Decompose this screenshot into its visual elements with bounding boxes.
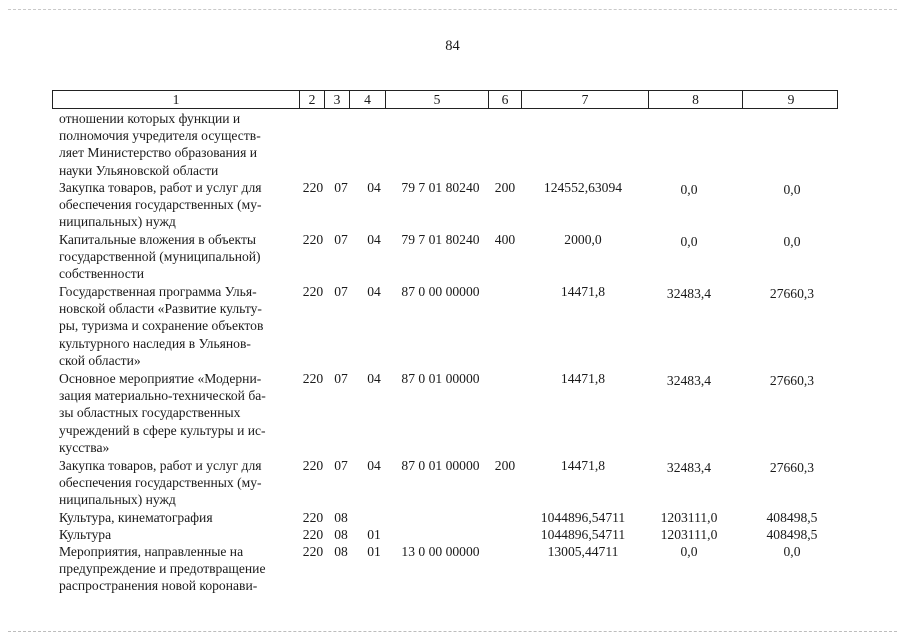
page-bottom-edge <box>8 631 897 632</box>
cell-col-6: 200 <box>494 180 516 195</box>
description-line: учреждений в сфере культуры и ис- <box>59 422 266 438</box>
description-line: зация материально-технической ба- <box>59 388 266 404</box>
cell-col-3: 07 <box>334 284 348 299</box>
cell-col-2: 220 <box>302 527 324 542</box>
description-line: зы областных государственных <box>59 405 241 421</box>
cell-col-6: 200 <box>494 458 516 473</box>
cell-col-8: 32483,4 <box>666 286 712 301</box>
cell-col-8: 0,0 <box>680 544 698 559</box>
cell-col-5: 87 0 01 00000 <box>401 458 480 473</box>
description-line: Закупка товаров, работ и услуг для <box>59 458 262 473</box>
cell-col-9: 27660,3 <box>769 286 815 301</box>
cell-col-2: 220 <box>302 510 324 525</box>
cell-col-3: 07 <box>334 458 348 473</box>
description-line: отношении которых функции и <box>59 111 241 126</box>
cell-col-9: 408498,5 <box>766 527 818 542</box>
description-line: новской области «Развитие культу- <box>59 301 262 317</box>
description-line: ры, туризма и сохранение объектов <box>59 318 264 334</box>
cell-col-4: 04 <box>367 458 381 473</box>
cell-col-3: 07 <box>334 232 348 247</box>
description-line: Основное мероприятие «Модерни- <box>59 371 262 386</box>
description-line: ской области» <box>59 352 141 368</box>
description-line: обеспечения государственных (му- <box>59 475 262 491</box>
cell-col-3: 07 <box>334 180 348 195</box>
header-col-6: 6 <box>489 91 522 108</box>
description-line: распространения новой коронави- <box>59 578 258 594</box>
description-line: ниципальных) нужд <box>59 214 176 230</box>
cell-col-6: 400 <box>494 232 516 247</box>
header-col-5: 5 <box>386 91 489 108</box>
page-top-edge <box>8 9 897 10</box>
description-line: культурного наследия в Ульянов- <box>59 335 251 351</box>
description-line: государственной (муниципальной) <box>59 249 261 265</box>
cell-col-8: 0,0 <box>680 182 698 197</box>
cell-col-4: 04 <box>367 371 381 386</box>
description-line: Мероприятия, направленные на <box>59 544 244 559</box>
row-description <box>59 179 292 231</box>
cell-col-8: 1203111,0 <box>660 510 718 525</box>
cell-col-5: 87 0 00 00000 <box>401 284 480 299</box>
cell-col-5: 13 0 00 00000 <box>401 544 480 559</box>
description-line: Культура <box>59 527 112 542</box>
cell-col-4: 04 <box>367 284 381 299</box>
cell-col-4: 04 <box>367 180 381 195</box>
cell-col-4: 01 <box>367 544 381 559</box>
description-line: предупреждение и предотвращение <box>59 561 266 577</box>
cell-col-2: 220 <box>302 458 324 473</box>
description-line: ниципальных) нужд <box>59 492 176 508</box>
cell-col-7: 1044896,54711 <box>540 527 626 542</box>
cell-col-2: 220 <box>302 371 324 386</box>
description-line: собственности <box>59 266 145 282</box>
cell-col-9: 408498,5 <box>766 510 818 525</box>
cell-col-5: 79 7 01 80240 <box>401 180 480 195</box>
cell-col-5: 79 7 01 80240 <box>401 232 480 247</box>
cell-col-4: 04 <box>367 232 381 247</box>
header-col-9: 9 <box>787 92 795 107</box>
description-line: полномочия учредителя осуществ- <box>59 128 261 144</box>
cell-col-9: 0,0 <box>783 234 801 249</box>
cell-col-9: 0,0 <box>783 182 801 197</box>
description-line: Капитальные вложения в объекты <box>59 232 257 247</box>
description-line: Закупка товаров, работ и услуг для <box>59 180 262 195</box>
cell-col-9: 27660,3 <box>769 460 815 475</box>
row-description <box>59 509 292 526</box>
cell-col-4: 01 <box>367 527 381 542</box>
cell-col-3: 08 <box>334 527 348 542</box>
cell-col-7: 14471,8 <box>560 284 606 299</box>
description-line: Культура, кинематография <box>59 510 213 525</box>
description-line: ляет Министерство образования и <box>59 145 257 161</box>
header-col-2: 2 <box>300 91 325 108</box>
header-col-4: 4 <box>350 91 386 108</box>
cell-col-7: 2000,0 <box>564 232 602 247</box>
cell-col-7: 124552,63094 <box>543 180 623 195</box>
description-line: кусства» <box>59 439 110 455</box>
header-col-8: 8 <box>649 91 743 108</box>
cell-col-3: 08 <box>334 510 348 525</box>
cell-col-2: 220 <box>302 180 324 195</box>
description-line: науки Ульяновской области <box>59 162 219 178</box>
row-description <box>59 231 292 283</box>
table-header <box>52 90 838 109</box>
cell-col-8: 0,0 <box>680 234 698 249</box>
cell-col-7: 14471,8 <box>560 371 606 386</box>
cell-col-2: 220 <box>302 284 324 299</box>
cell-col-5: 87 0 01 00000 <box>401 371 480 386</box>
row-description <box>59 370 292 456</box>
header-col-3: 3 <box>325 91 350 108</box>
description-line: обеспечения государственных (му- <box>59 197 262 213</box>
description-line: Государственная программа Улья- <box>59 284 257 299</box>
cell-col-8: 32483,4 <box>666 373 712 388</box>
cell-col-7: 14471,8 <box>560 458 606 473</box>
cell-col-2: 220 <box>302 544 324 559</box>
row-description <box>59 526 292 543</box>
row-description <box>59 457 292 509</box>
cell-col-2: 220 <box>302 232 324 247</box>
cell-col-7: 13005,44711 <box>547 544 619 559</box>
header-col-1: 1 <box>53 91 300 108</box>
header-col-7: 7 <box>522 91 649 108</box>
cell-col-9: 0,0 <box>783 544 801 559</box>
cell-col-3: 07 <box>334 371 348 386</box>
cell-col-3: 08 <box>334 544 348 559</box>
row-description <box>59 543 292 595</box>
cell-col-8: 1203111,0 <box>660 527 718 542</box>
row-description <box>59 283 292 369</box>
cell-col-9: 27660,3 <box>769 373 815 388</box>
row-description <box>59 110 292 179</box>
cell-col-8: 32483,4 <box>666 460 712 475</box>
page-number: 84 <box>445 38 460 54</box>
cell-col-7: 1044896,54711 <box>540 510 626 525</box>
